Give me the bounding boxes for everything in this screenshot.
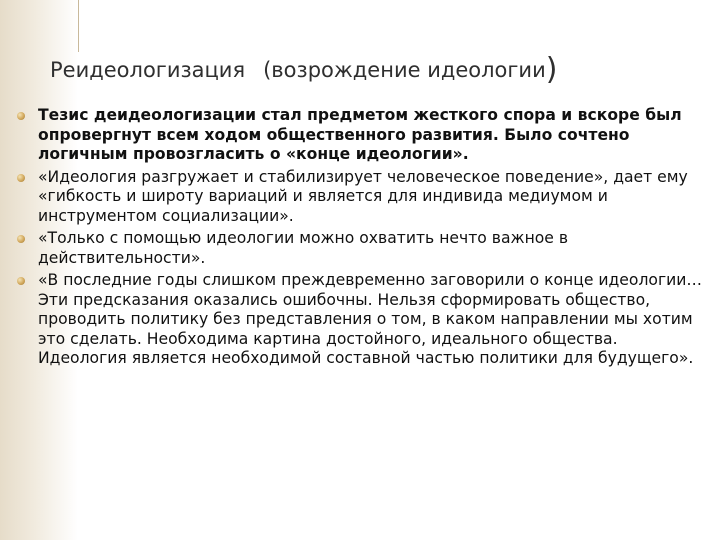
- bullet-dot-icon: [17, 112, 25, 120]
- bullet-dot-icon: [17, 235, 25, 243]
- slide-content: [14, 106, 710, 372]
- bullet-dot-icon: [17, 174, 25, 182]
- title-paren-close: ): [545, 52, 558, 87]
- list-item: [14, 106, 710, 165]
- title-main: Реидеологизация: [50, 58, 246, 82]
- list-item: [14, 229, 710, 268]
- bullet-text: «Только с помощью идеологии можно охватить нечто важное в действительности».: [38, 229, 569, 267]
- bullet-text: Тезис деидеологизации стал предметом жесткого спора и вскоре был опровергнут всем ходом общественного развития. Было сочтено логичным провозгласить о «конце идеологии».: [38, 106, 682, 163]
- bullet-list: [14, 106, 710, 369]
- bullet-dot-icon: [17, 277, 25, 285]
- list-item: [14, 168, 710, 227]
- bullet-text: «В последние годы слишком преждевременно заговорили о конце идеологии… Эти предсказания оказались ошибочны. Нельзя сформировать общество, проводить политику без представления о том, в каком направлении мы хотим это сделать. Необходима картина достойного, идеального общества. Идеология является необходимой составной частью политики для будущего».: [38, 271, 703, 367]
- slide-title: [50, 52, 700, 87]
- title-paren-text: возрождение идеологии: [271, 58, 546, 82]
- list-item: [14, 271, 710, 369]
- side-divider: [78, 0, 79, 52]
- title-paren-open: (: [263, 58, 272, 82]
- bullet-text: «Идеология разгружает и стабилизирует человеческое поведение», дает ему «гибкость и широту вариаций и является для индивида медиумом и инструментом социализации».: [38, 167, 688, 225]
